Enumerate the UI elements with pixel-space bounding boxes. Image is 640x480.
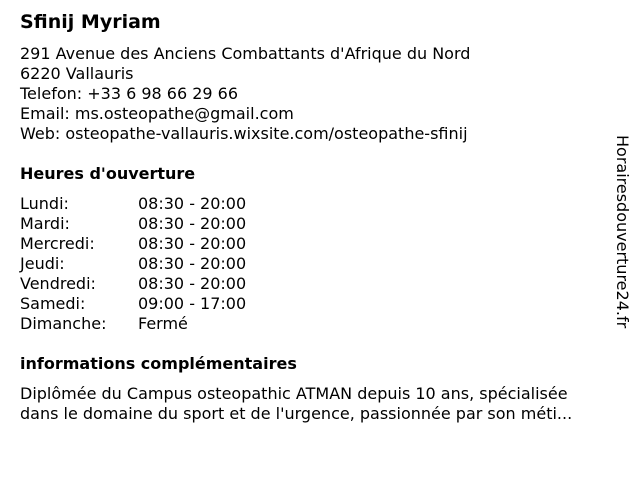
hours-heading: Heures d'ouverture (20, 164, 196, 183)
address-city: 6220 Vallauris (20, 64, 134, 83)
day-label: Jeudi: (20, 254, 65, 273)
hours-row-wednesday (20, 234, 246, 254)
hours-row-thursday (20, 254, 246, 274)
day-label: Lundi: (20, 194, 69, 213)
day-label: Dimanche: (20, 314, 107, 333)
time-value: 08:30 - 20:00 (138, 214, 247, 233)
time-value: 08:30 - 20:00 (138, 194, 247, 213)
address-street: 291 Avenue des Anciens Combattants d'Afrique du Nord (20, 44, 471, 63)
hours-row-saturday (20, 294, 246, 314)
opening-hours-table (20, 194, 246, 334)
time-value: Fermé (138, 314, 188, 333)
description-line: Diplômée du Campus osteopathic ATMAN depuis 10 ans, spécialisée (20, 384, 568, 403)
time-value: 08:30 - 20:00 (138, 234, 247, 253)
description-line: dans le domaine du sport et de l'urgence, passionnée par son méti... (20, 404, 573, 423)
hours-row-sunday (20, 314, 246, 334)
hours-row-friday (20, 274, 246, 294)
info-heading: informations complémentaires (20, 354, 297, 373)
time-value: 08:30 - 20:00 (138, 254, 247, 273)
description-text (20, 384, 626, 424)
day-label: Samedi: (20, 294, 86, 313)
hours-row-monday (20, 194, 246, 214)
time-value: 09:00 - 17:00 (138, 294, 247, 313)
day-label: Mardi: (20, 214, 70, 233)
email-line[interactable]: Email: ms.osteopathe@gmail.com (20, 104, 294, 123)
day-label: Mercredi: (20, 234, 95, 253)
hours-row-tuesday (20, 214, 246, 234)
phone-line[interactable]: Telefon: +33 6 98 66 29 66 (20, 84, 239, 103)
web-line[interactable]: Web: osteopathe-vallauris.wixsite.com/osteopathe-sfinij (20, 124, 468, 143)
contact-block (20, 44, 470, 144)
time-value: 08:30 - 20:00 (138, 274, 247, 293)
business-name: Sfinij Myriam (20, 11, 161, 33)
site-watermark: Horairesdouverture24.fr (613, 135, 632, 329)
day-label: Vendredi: (20, 274, 96, 293)
